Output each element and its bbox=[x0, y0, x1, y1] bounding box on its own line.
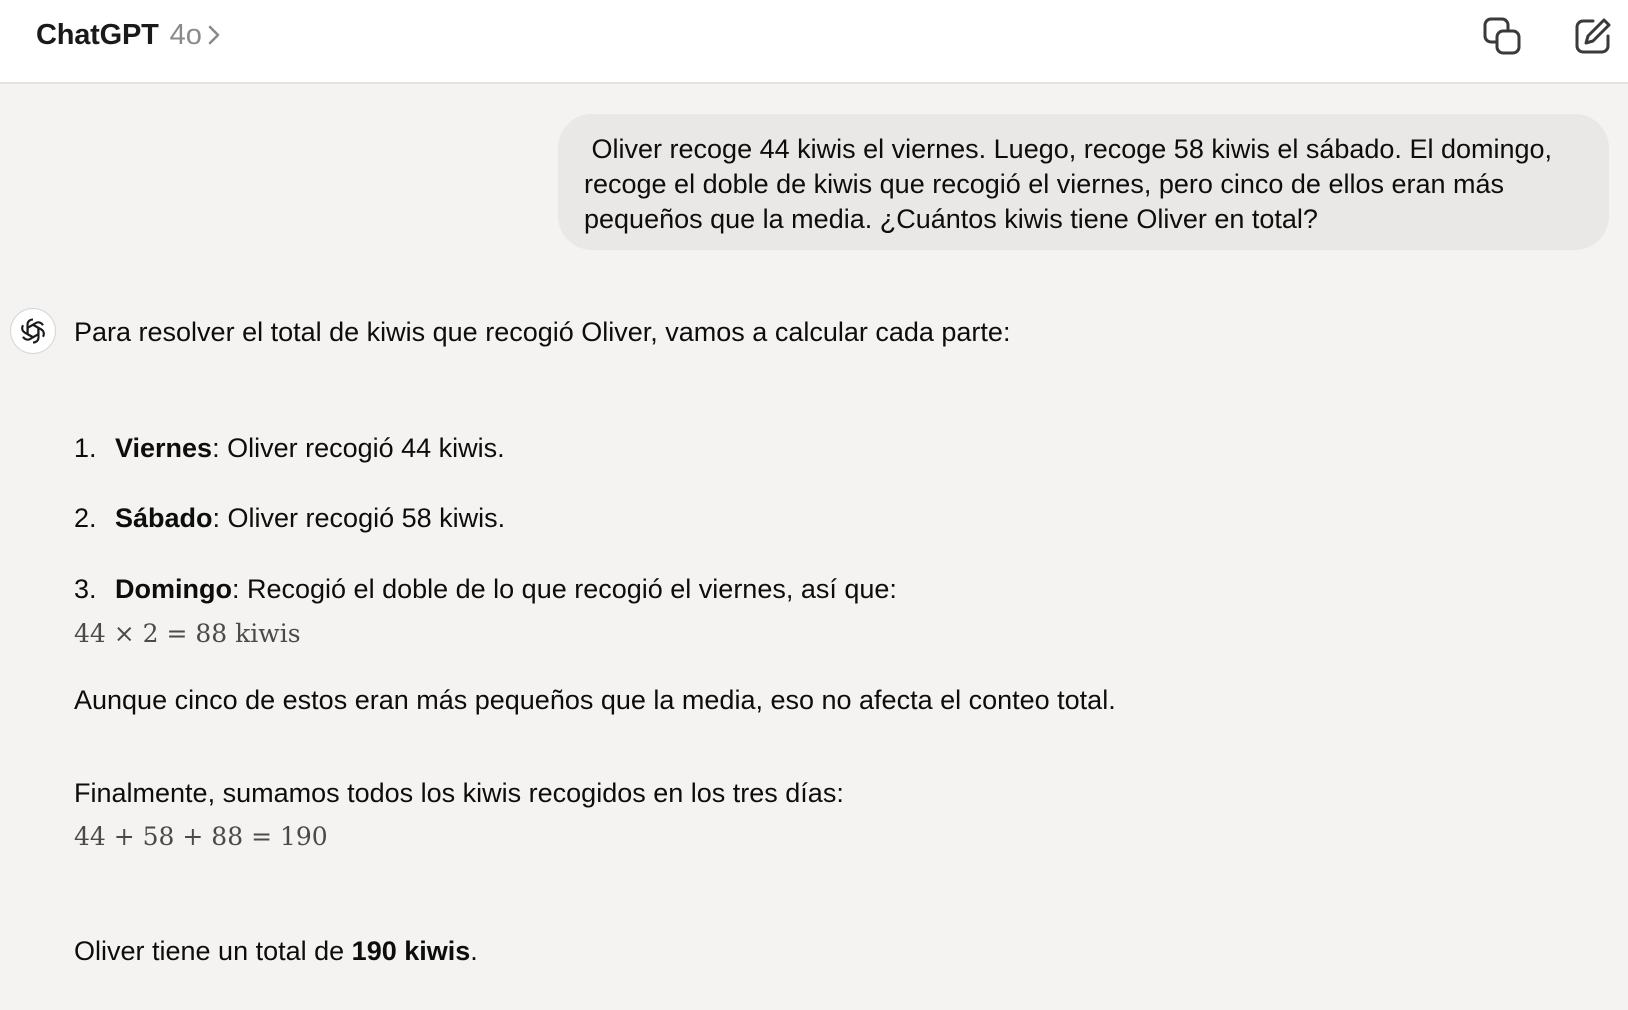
list-item bbox=[74, 572, 897, 606]
list-item-number: 3. bbox=[74, 574, 97, 604]
list-item bbox=[74, 501, 505, 535]
copy-icon bbox=[1482, 16, 1522, 56]
user-message-bubble: Oliver recoge 44 kiwis el viernes. Luego, recoge 58 kiwis el sábado. El domingo, recoge el doble de kiwis que recogió el viernes, pero cinco de ellos eran más pequeños que la media. ¿Cuántos kiwis tiene Oliver en total? bbox=[558, 114, 1609, 250]
list-item-title: Sábado bbox=[115, 503, 213, 533]
list-item-text: : Oliver recogió 44 kiwis. bbox=[212, 433, 505, 463]
copy-chat-button[interactable] bbox=[1480, 14, 1524, 58]
new-chat-button[interactable] bbox=[1571, 14, 1615, 58]
conclusion bbox=[74, 934, 478, 968]
list-item-text: : Recogió el doble de lo que recogió el viernes, así que: bbox=[231, 574, 897, 604]
conclusion-total: 190 kiwis bbox=[351, 936, 471, 966]
list-item-title: Domingo bbox=[115, 574, 232, 604]
equation-sunday: 44 × 2 = 88 kiwis bbox=[74, 619, 301, 648]
conclusion-prefix: Oliver tiene un total de bbox=[74, 936, 352, 966]
chevron-right-icon bbox=[207, 24, 221, 46]
list-item-number: 1. bbox=[74, 433, 97, 463]
note-text: Aunque cinco de estos eran más pequeños que la media, eso no afecta el conteo total. bbox=[74, 685, 1116, 715]
list-item bbox=[74, 431, 505, 465]
assistant-avatar bbox=[10, 308, 56, 354]
assistant-intro: Para resolver el total de kiwis que recogió Oliver, vamos a calcular cada parte: bbox=[74, 317, 1011, 347]
compose-icon bbox=[1573, 16, 1613, 56]
model-name: 4o bbox=[169, 18, 202, 51]
model-selector[interactable] bbox=[36, 17, 221, 53]
summary-intro: Finalmente, sumamos todos los kiwis recogidos en los tres días: bbox=[74, 778, 844, 808]
list-item-text: : Oliver recogió 58 kiwis. bbox=[212, 503, 506, 533]
top-bar bbox=[0, 0, 1628, 84]
list-item-title: Viernes bbox=[115, 433, 213, 463]
conclusion-suffix: . bbox=[470, 936, 478, 966]
app-title: ChatGPT bbox=[36, 18, 159, 51]
equation-total: 44 + 58 + 88 = 190 bbox=[74, 822, 328, 851]
openai-logo-icon bbox=[17, 315, 49, 347]
list-item-number: 2. bbox=[74, 503, 97, 533]
